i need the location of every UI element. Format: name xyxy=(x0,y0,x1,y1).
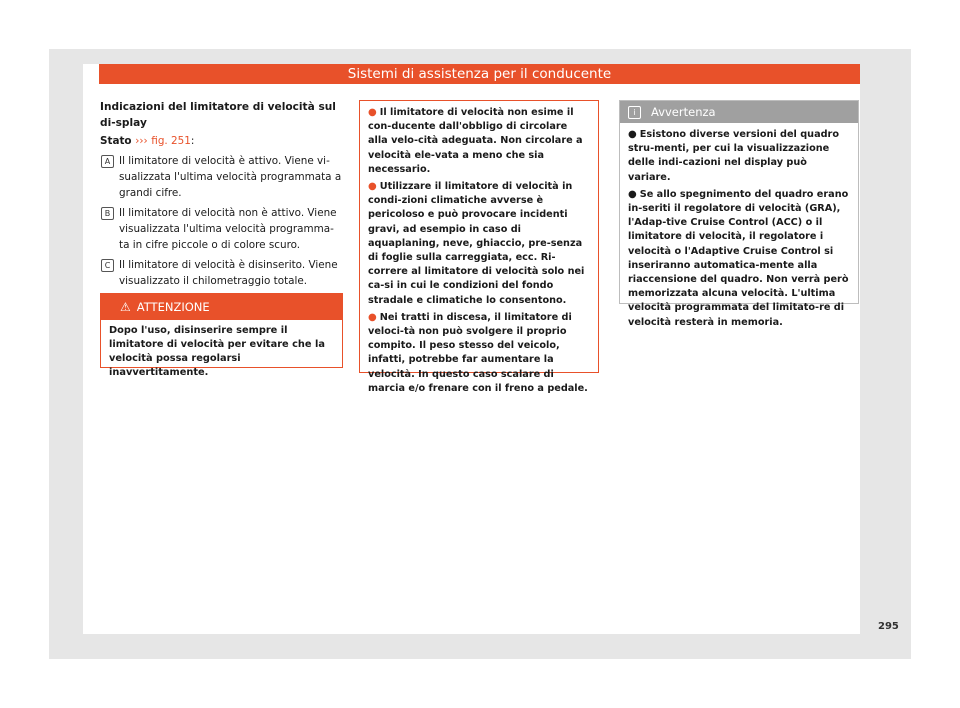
bullet-icon: ● xyxy=(628,129,637,140)
warning-continued-box xyxy=(359,100,599,394)
note-header xyxy=(620,101,858,123)
bullet-item xyxy=(368,311,590,396)
bullet-text: Esistono diverse versioni del quadro stru-menti, per cui la visualizzazione delle indi-cazioni nel display può variare. xyxy=(628,129,839,183)
bullet-icon: ● xyxy=(368,181,377,193)
bullet-text: Se allo spegnimento del quadro erano in-seriti il regolatore di velocità (GRA), l'Adap-tive Cruise Control (ACC) o il limitatore di velocità, il regolatore i velocità o l'Adaptive Cruise Control si inseriranno automatica-mente alla riaccensione del quadro. Non verrà però memorizzata alcuna velocità. L'ultima velocità programmata del limitato-re di velocità resterà in memoria. xyxy=(628,188,849,328)
bullet-icon: ● xyxy=(628,188,637,200)
stato-arrow: ››› xyxy=(135,135,148,147)
badge-c: C xyxy=(101,259,114,272)
bullet-item xyxy=(628,188,850,330)
bullet-item xyxy=(368,106,590,177)
bullet-icon: ● xyxy=(368,311,377,323)
section-heading: Indicazioni del limitatore di velocità sul di-splay xyxy=(100,101,336,129)
note-body xyxy=(620,123,858,330)
warning-title: ATTENZIONE xyxy=(136,300,210,314)
warning-box xyxy=(100,293,343,378)
bullet-item xyxy=(628,128,850,185)
bullet-text: Il limitatore di velocità non esime il con-ducente dall'obbligo di circolare alla velo-cità adeguata. Non circolare a velocità ele-vata a meno che sia necessario. xyxy=(368,107,583,175)
badge-b: B xyxy=(101,207,114,220)
item-text: Il limitatore di velocità è attivo. Viene vi-sualizzata l'ultima velocità programmata a grandi cifre. xyxy=(119,155,342,199)
stato-label: Stato xyxy=(100,135,132,147)
warning-text: Dopo l'uso, disinserire sempre il limitatore di velocità per evitare che la velocità possa regolarsi inavvertitamente. xyxy=(109,325,325,378)
warning-triangle-icon: ⚠ xyxy=(120,300,131,314)
item-text: Il limitatore di velocità è disinserito. Viene visualizzato il chilometraggio totale. xyxy=(119,259,338,287)
list-item xyxy=(100,257,342,289)
figure-link[interactable]: fig. 251 xyxy=(151,135,191,147)
note-title: Avvertenza xyxy=(651,105,716,119)
badge-a: A xyxy=(101,155,114,168)
column-left xyxy=(100,99,342,289)
bullet-text: Utilizzare il limitatore di velocità in condi-zioni climatiche avverse è pericoloso e può provocare incidenti gravi, ad esempio in caso di aquaplaning, neve, ghiaccio, pre-senza di foglie sulla carreggiata, ecc. Ri-correre al limitatore di velocità solo nei ca-si in cui le condizioni del fondo stradale e climatiche lo consentono. xyxy=(368,181,585,306)
stato-line xyxy=(100,133,342,149)
item-text: Il limitatore di velocità non è attivo. Viene visualizzata l'ultima velocità programma-ta in cifre piccole o di colore scuro. xyxy=(119,207,337,251)
list-item xyxy=(100,205,342,253)
warning-header xyxy=(101,294,342,320)
bullet-icon: ● xyxy=(368,107,377,118)
info-icon: i xyxy=(628,106,641,119)
page-number: 295 xyxy=(878,621,899,632)
section-header: Sistemi di assistenza per il conducente xyxy=(99,64,860,84)
bullet-text: Nei tratti in discesa, il limitatore di veloci-tà non può svolgere il proprio compito. Il peso stesso del veicolo, infatti, potrebbe far aumentare la velocità. In questo caso scalare di marcia e/o frenare con il freno a pedale. xyxy=(368,311,588,394)
bullet-item xyxy=(368,180,590,308)
note-box xyxy=(619,100,859,328)
stato-colon: : xyxy=(190,135,195,147)
list-item xyxy=(100,153,342,201)
